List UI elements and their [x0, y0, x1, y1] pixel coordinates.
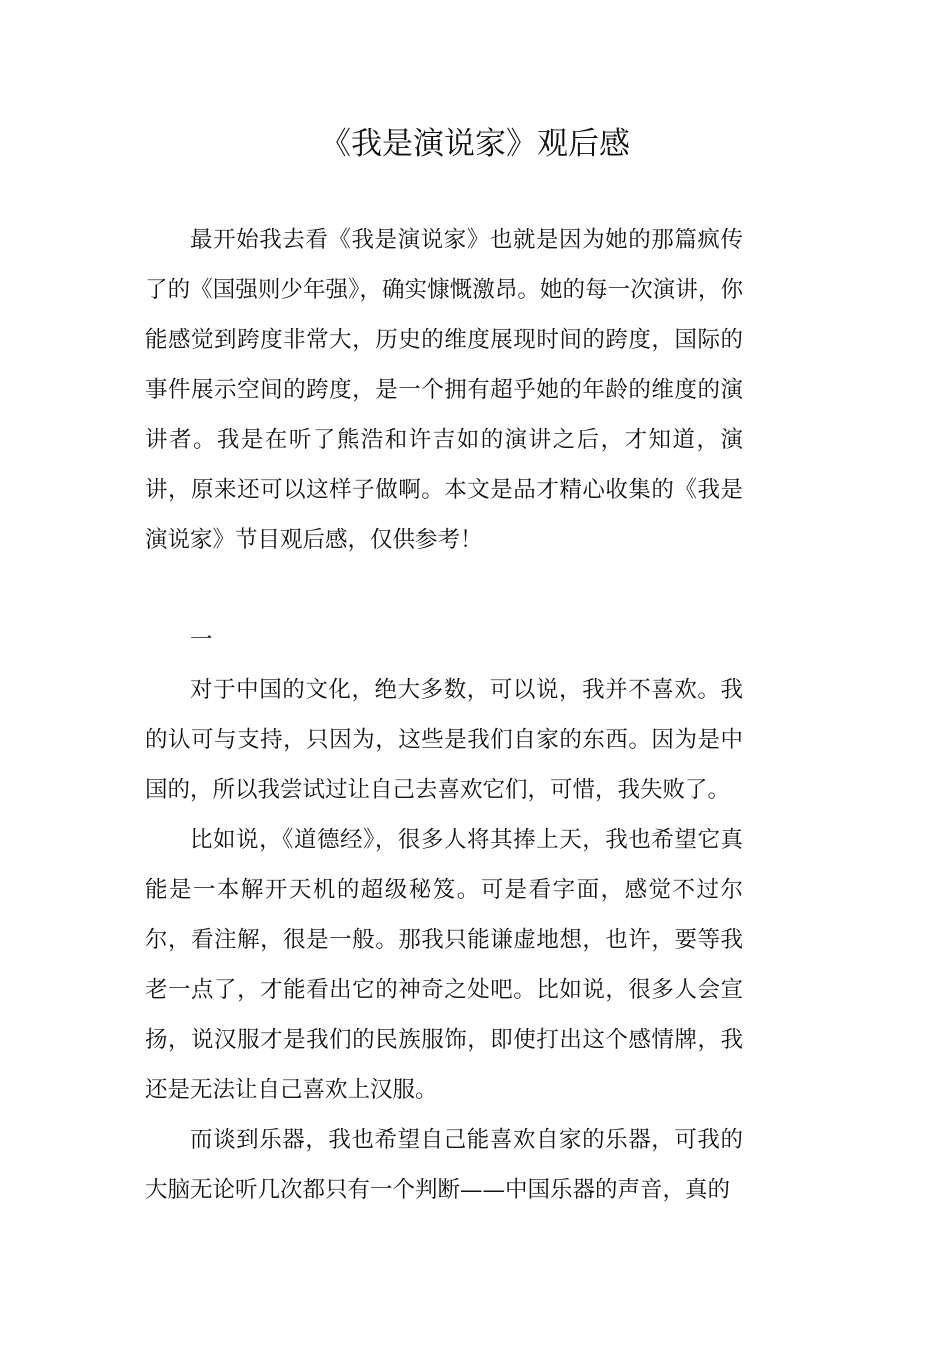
- body-paragraph-3: 而谈到乐器，我也希望自己能喜欢自家的乐器，可我的大脑无论听几次都只有一个判断——中国乐器的声音，真的: [145, 1127, 743, 1203]
- paragraph-gap: [145, 565, 743, 615]
- intro-paragraph: 最开始我去看《我是演说家》也就是因为她的那篇疯传了的《国强则少年强》，确实慷慨激昂。她的每一次演讲，你能感觉到跨度非常大，历史的维度展现时间的跨度，国际的事件展示空间的跨度，是一个拥有超乎她的年龄的维度的演讲者。我是在听了熊浩和许吉如的演讲之后，才知道，演讲，原来还可以这样子做啊。本文是品才精心收集的《我是演说家》节目观后感，仅供参考！: [145, 227, 743, 553]
- document-body: [145, 215, 743, 1215]
- body-paragraph-2: 比如说，《道德经》，很多人将其捧上天，我也希望它真能是一本解开天机的超级秘笈。可是看字面，感觉不过尔尔，看注解，很是一般。那我只能谦虚地想，也许，要等我老一点了，才能看出它的神奇之处吧。比如说，很多人会宣扬，说汉服才是我们的民族服饰，即使打出这个感情牌，我还是无法让自己喜欢上汉服。: [145, 827, 743, 1103]
- section-heading-one: 一: [190, 627, 213, 653]
- body-paragraph-1: 对于中国的文化，绝大多数，可以说，我并不喜欢。我的认可与支持，只因为，这些是我们自家的东西。因为是中国的，所以我尝试过让自己去喜欢它们，可惜，我失败了。: [145, 677, 743, 803]
- document-title: 《我是演说家》观后感: [320, 126, 630, 162]
